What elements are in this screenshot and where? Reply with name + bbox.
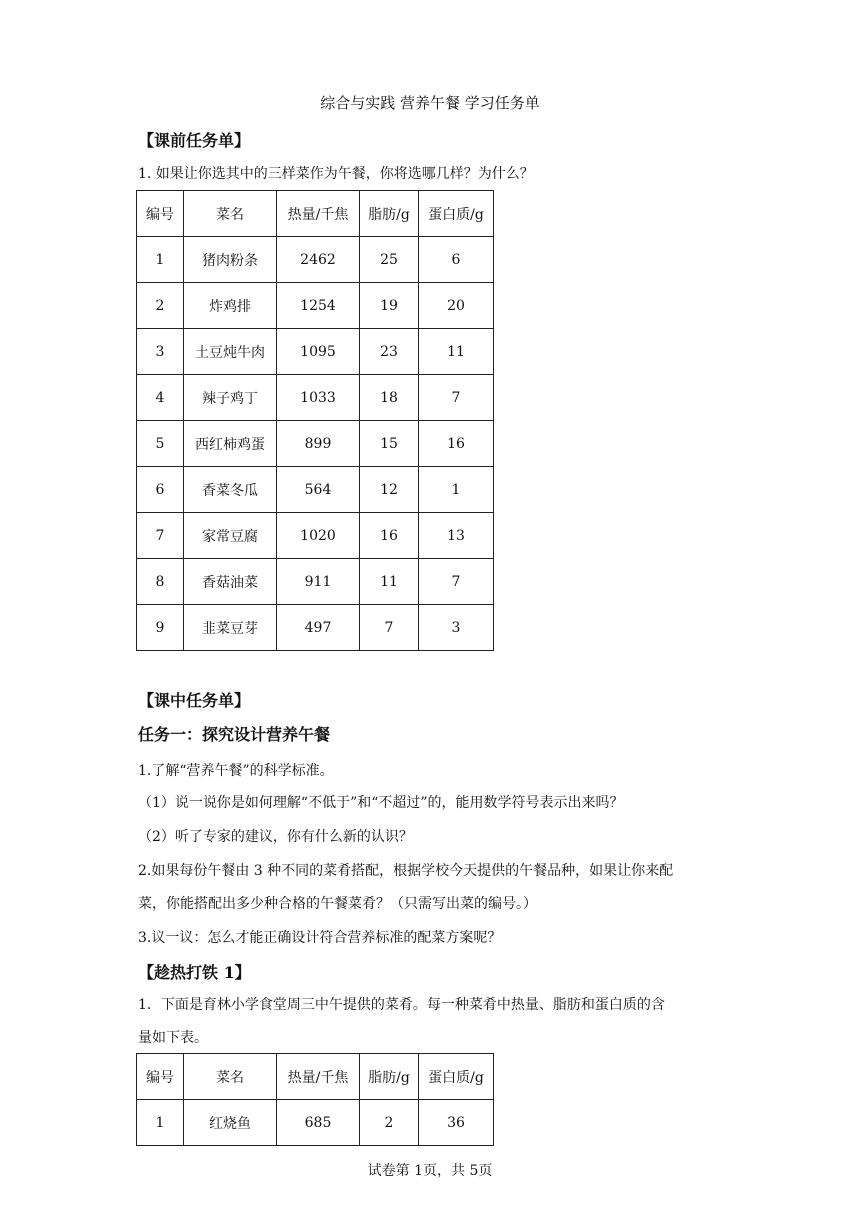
practice-question: 1．下面是育林小学食堂周三中午提供的菜肴。每一种菜肴中热量、脂肪和蛋白质的含 <box>138 997 665 1013</box>
table-cell: 1 <box>137 1100 184 1146</box>
table-cell: 11 <box>419 329 494 375</box>
table-header-cell: 蛋白质/g <box>419 1054 494 1100</box>
page-footer: 试卷第 1页，共 5页 <box>367 1163 493 1179</box>
table-header-cell: 脂肪/g <box>360 1054 419 1100</box>
table-cell: 1 <box>137 237 184 283</box>
table-row <box>137 237 494 283</box>
table-cell: 4 <box>137 375 184 421</box>
table-row <box>137 421 494 467</box>
in-class-item: 1.了解“营养午餐”的科学标准。 <box>138 763 334 779</box>
in-class-item: （2）听了专家的建议，你有什么新的认识？ <box>138 829 413 845</box>
table-cell: 2 <box>137 283 184 329</box>
table-cell: 7 <box>360 605 419 651</box>
table-cell: 13 <box>419 513 494 559</box>
table-row <box>137 559 494 605</box>
in-class-item: 菜，你能搭配出多少种合格的午餐菜肴？（只需写出菜的编号。） <box>138 896 537 912</box>
table-header-cell: 蛋白质/g <box>419 191 494 237</box>
table-header-cell: 菜名 <box>184 1054 277 1100</box>
table-row <box>137 1100 494 1146</box>
table-row <box>137 283 494 329</box>
page-title: 综合与实践 营养午餐 学习任务单 <box>320 94 540 112</box>
table-cell: 3 <box>137 329 184 375</box>
table-row <box>137 605 494 651</box>
table-cell: 6 <box>137 467 184 513</box>
in-class-heading: 【课中任务单】 <box>138 691 251 710</box>
dish-table-2 <box>136 1053 494 1146</box>
table-cell: 911 <box>277 559 360 605</box>
table-header-cell: 热量/千焦 <box>277 1054 360 1100</box>
table-row <box>137 329 494 375</box>
table-cell: 香菜冬瓜 <box>184 467 277 513</box>
table-cell: 1033 <box>277 375 360 421</box>
table-cell: 3 <box>419 605 494 651</box>
table-cell: 猪肉粉条 <box>184 237 277 283</box>
table-cell: 2 <box>360 1100 419 1146</box>
table-cell: 家常豆腐 <box>184 513 277 559</box>
table-header-cell: 热量/千焦 <box>277 191 360 237</box>
table-cell: 土豆炖牛肉 <box>184 329 277 375</box>
table-cell: 西红柿鸡蛋 <box>184 421 277 467</box>
table-row <box>137 513 494 559</box>
table-cell: 564 <box>277 467 360 513</box>
table-cell: 36 <box>419 1100 494 1146</box>
table-cell: 7 <box>419 559 494 605</box>
table-cell: 25 <box>360 237 419 283</box>
table-cell: 2462 <box>277 237 360 283</box>
table-header-cell: 编号 <box>137 1054 184 1100</box>
table-cell: 1095 <box>277 329 360 375</box>
practice-question-cont: 量如下表。 <box>138 1030 208 1046</box>
table-header-cell: 脂肪/g <box>360 191 419 237</box>
table-cell: 7 <box>137 513 184 559</box>
table-cell: 香菇油菜 <box>184 559 277 605</box>
table-cell: 18 <box>360 375 419 421</box>
pre-class-question: 1. 如果让你选其中的三样菜作为午餐，你将选哪几样？为什么？ <box>138 166 534 182</box>
table-cell: 497 <box>277 605 360 651</box>
table-cell: 6 <box>419 237 494 283</box>
table-cell: 16 <box>360 513 419 559</box>
table-cell: 20 <box>419 283 494 329</box>
table-header-row <box>137 1054 494 1100</box>
table-cell: 685 <box>277 1100 360 1146</box>
dish-table <box>136 190 494 651</box>
task1-heading: 任务一：探究设计营养午餐 <box>138 725 331 744</box>
in-class-item: 2.如果每份午餐由 3 种不同的菜肴搭配，根据学校今天提供的午餐品种，如果让你来配 <box>138 863 674 879</box>
table-cell: 1 <box>419 467 494 513</box>
table-cell: 炸鸡排 <box>184 283 277 329</box>
table-cell: 韭菜豆芽 <box>184 605 277 651</box>
table-cell: 8 <box>137 559 184 605</box>
table-cell: 15 <box>360 421 419 467</box>
in-class-item: 3.议一议：怎么才能正确设计符合营养标准的配菜方案呢？ <box>138 930 502 946</box>
table-header-cell: 编号 <box>137 191 184 237</box>
table-cell: 19 <box>360 283 419 329</box>
in-class-item: （1）说一说你是如何理解“不低于”和“不超过”的，能用数学符号表示出来吗？ <box>138 795 624 811</box>
table-row <box>137 375 494 421</box>
table-cell: 1254 <box>277 283 360 329</box>
table-cell: 12 <box>360 467 419 513</box>
table-cell: 辣子鸡丁 <box>184 375 277 421</box>
table-cell: 1020 <box>277 513 360 559</box>
table-header-row <box>137 191 494 237</box>
table-cell: 23 <box>360 329 419 375</box>
table-cell: 5 <box>137 421 184 467</box>
table-cell: 红烧鱼 <box>184 1100 277 1146</box>
table-cell: 16 <box>419 421 494 467</box>
table-cell: 11 <box>360 559 419 605</box>
table-cell: 7 <box>419 375 494 421</box>
table-cell: 9 <box>137 605 184 651</box>
table-row <box>137 467 494 513</box>
table-cell: 899 <box>277 421 360 467</box>
practice-heading: 【趁热打铁 1】 <box>138 963 251 982</box>
table-header-cell: 菜名 <box>184 191 277 237</box>
pre-class-heading: 【课前任务单】 <box>138 131 251 150</box>
